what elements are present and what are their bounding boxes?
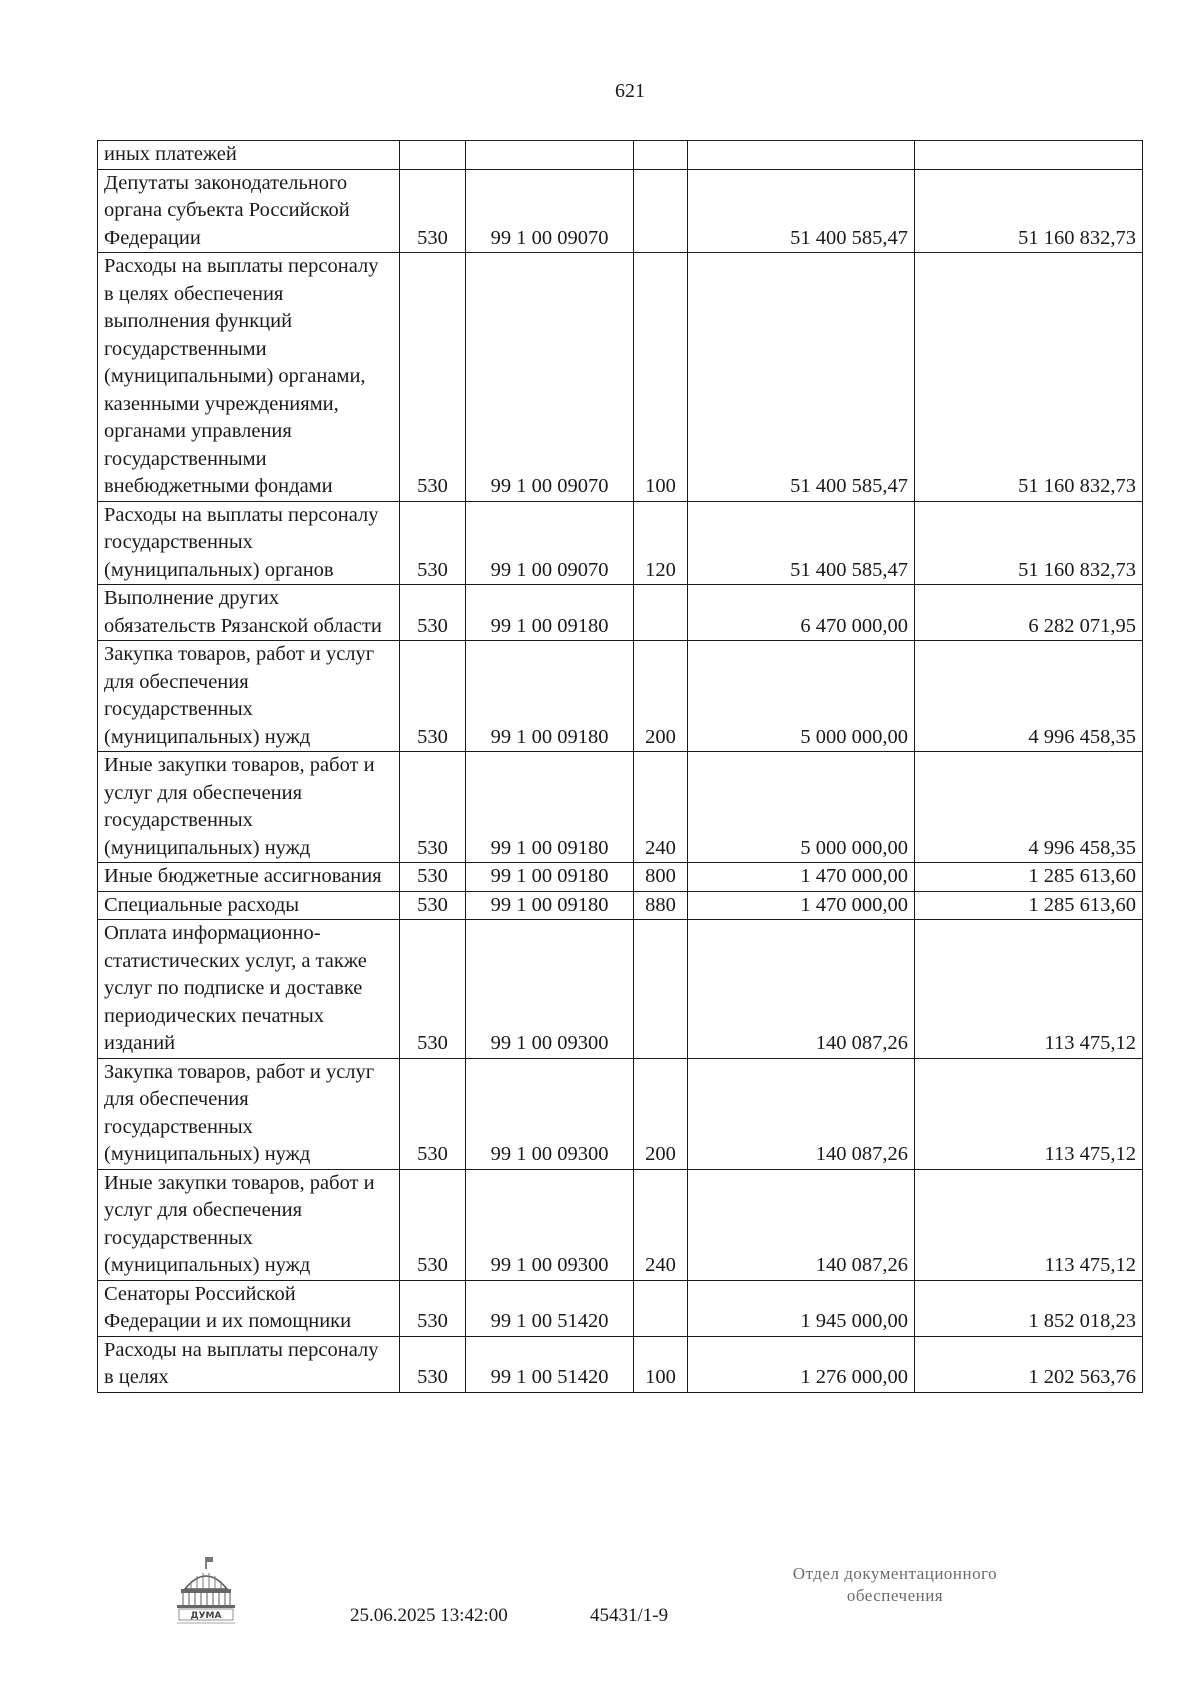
cell-fact-amount: 113 475,12: [915, 920, 1143, 1059]
table-row: [98, 1336, 1143, 1392]
cell-gr-code: 530: [400, 1169, 466, 1280]
stamp-line-1: Отдел документационного: [792, 1564, 998, 1583]
table-row: [98, 920, 1143, 1059]
cell-gr-code: 530: [400, 1058, 466, 1169]
cell-gr-code: 530: [400, 501, 466, 585]
footer-date: 25.06.2025 13:42:00: [350, 1605, 508, 1626]
cell-name: Закупка товаров, работ и услуг для обеспечения государственных (муниципальных) нужд: [98, 1058, 400, 1169]
cell-vr-code: [634, 141, 688, 170]
cell-name: Расходы на выплаты персоналу в целях обеспечения выполнения функций государственными (муниципальными) органами, казенными учреждениями, органами управления государственными внебюджетными фондами: [98, 253, 400, 502]
cell-plan-amount: 51 400 585,47: [688, 169, 915, 253]
cell-csr-code: 99 1 00 09180: [466, 752, 634, 863]
cell-name: Расходы на выплаты персоналу в целях: [98, 1336, 400, 1392]
cell-fact-amount: 51 160 832,73: [915, 501, 1143, 585]
cell-gr-code: 530: [400, 641, 466, 752]
cell-plan-amount: 51 400 585,47: [688, 501, 915, 585]
cell-csr-code: 99 1 00 09300: [466, 920, 634, 1059]
cell-vr-code: 200: [634, 641, 688, 752]
department-stamp: [760, 1563, 1030, 1607]
cell-plan-amount: 6 470 000,00: [688, 585, 915, 641]
cell-fact-amount: 1 285 613,60: [915, 891, 1143, 920]
table-row: [98, 752, 1143, 863]
cell-vr-code: 120: [634, 501, 688, 585]
cell-gr-code: 530: [400, 920, 466, 1059]
table-row: [98, 1058, 1143, 1169]
cell-fact-amount: 113 475,12: [915, 1058, 1143, 1169]
cell-fact-amount: 51 160 832,73: [915, 253, 1143, 502]
page-number: 621: [615, 80, 645, 102]
cell-csr-code: 99 1 00 09180: [466, 585, 634, 641]
cell-name: Депутаты законодательного органа субъекта Российской Федерации: [98, 169, 400, 253]
logo-text: ДУМА: [190, 1611, 222, 1621]
duma-logo-icon: [175, 1555, 237, 1625]
table-row: [98, 169, 1143, 253]
cell-plan-amount: 1 945 000,00: [688, 1280, 915, 1336]
cell-plan-amount: 1 470 000,00: [688, 891, 915, 920]
table-row: [98, 585, 1143, 641]
cell-plan-amount: 51 400 585,47: [688, 253, 915, 502]
cell-csr-code: 99 1 00 09180: [466, 641, 634, 752]
budget-table-body: [98, 141, 1143, 1393]
cell-csr-code: 99 1 00 09070: [466, 501, 634, 585]
cell-fact-amount: 6 282 071,95: [915, 585, 1143, 641]
cell-gr-code: 530: [400, 891, 466, 920]
cell-fact-amount: [915, 141, 1143, 170]
cell-name: Иные закупки товаров, работ и услуг для обеспечения государственных (муниципальных) нужд: [98, 752, 400, 863]
cell-gr-code: 530: [400, 169, 466, 253]
budget-table: [97, 140, 1143, 1393]
cell-fact-amount: 1 202 563,76: [915, 1336, 1143, 1392]
cell-plan-amount: 140 087,26: [688, 920, 915, 1059]
budget-table-container: [97, 140, 1142, 1393]
cell-vr-code: 880: [634, 891, 688, 920]
cell-gr-code: 530: [400, 253, 466, 502]
cell-csr-code: 99 1 00 09300: [466, 1058, 634, 1169]
cell-vr-code: 200: [634, 1058, 688, 1169]
cell-vr-code: [634, 920, 688, 1059]
cell-name: Выполнение других обязательств Рязанской области: [98, 585, 400, 641]
cell-plan-amount: [688, 141, 915, 170]
table-row: [98, 253, 1143, 502]
cell-fact-amount: 4 996 458,35: [915, 752, 1143, 863]
cell-name: Сенаторы Российской Федерации и их помощники: [98, 1280, 400, 1336]
cell-vr-code: [634, 169, 688, 253]
cell-csr-code: 99 1 00 09300: [466, 1169, 634, 1280]
cell-vr-code: 800: [634, 863, 688, 892]
table-row: [98, 501, 1143, 585]
cell-gr-code: [400, 141, 466, 170]
cell-plan-amount: 5 000 000,00: [688, 752, 915, 863]
cell-csr-code: 99 1 00 09180: [466, 891, 634, 920]
cell-plan-amount: 140 087,26: [688, 1058, 915, 1169]
cell-csr-code: 99 1 00 09180: [466, 863, 634, 892]
table-row: [98, 641, 1143, 752]
cell-gr-code: 530: [400, 1336, 466, 1392]
cell-fact-amount: 4 996 458,35: [915, 641, 1143, 752]
cell-name: Оплата информационно-статистических услуг, а также услуг по подписке и доставке периодических печатных изданий: [98, 920, 400, 1059]
cell-plan-amount: 140 087,26: [688, 1169, 915, 1280]
cell-csr-code: 99 1 00 09070: [466, 253, 634, 502]
cell-csr-code: 99 1 00 51420: [466, 1280, 634, 1336]
table-row: [98, 891, 1143, 920]
cell-name: иных платежей: [98, 141, 400, 170]
cell-name: Закупка товаров, работ и услуг для обеспечения государственных (муниципальных) нужд: [98, 641, 400, 752]
cell-name: Иные закупки товаров, работ и услуг для обеспечения государственных (муниципальных) нужд: [98, 1169, 400, 1280]
cell-name: Расходы на выплаты персоналу государственных (муниципальных) органов: [98, 501, 400, 585]
cell-fact-amount: 1 285 613,60: [915, 863, 1143, 892]
cell-plan-amount: 1 470 000,00: [688, 863, 915, 892]
cell-plan-amount: 5 000 000,00: [688, 641, 915, 752]
cell-plan-amount: 1 276 000,00: [688, 1336, 915, 1392]
cell-name: Специальные расходы: [98, 891, 400, 920]
cell-gr-code: 530: [400, 585, 466, 641]
cell-csr-code: 99 1 00 51420: [466, 1336, 634, 1392]
cell-fact-amount: 1 852 018,23: [915, 1280, 1143, 1336]
cell-vr-code: 240: [634, 1169, 688, 1280]
footer-reg-number: 45431/1-9: [590, 1605, 669, 1626]
cell-gr-code: 530: [400, 752, 466, 863]
table-row: [98, 141, 1143, 170]
cell-csr-code: 99 1 00 09070: [466, 169, 634, 253]
cell-gr-code: 530: [400, 863, 466, 892]
cell-vr-code: [634, 585, 688, 641]
cell-vr-code: 100: [634, 253, 688, 502]
cell-name: Иные бюджетные ассигнования: [98, 863, 400, 892]
table-row: [98, 1169, 1143, 1280]
table-row: [98, 863, 1143, 892]
cell-fact-amount: 113 475,12: [915, 1169, 1143, 1280]
cell-fact-amount: 51 160 832,73: [915, 169, 1143, 253]
table-row: [98, 1280, 1143, 1336]
cell-vr-code: 100: [634, 1336, 688, 1392]
cell-vr-code: [634, 1280, 688, 1336]
stamp-line-2: обеспечения: [846, 1586, 944, 1605]
cell-csr-code: [466, 141, 634, 170]
cell-vr-code: 240: [634, 752, 688, 863]
cell-gr-code: 530: [400, 1280, 466, 1336]
